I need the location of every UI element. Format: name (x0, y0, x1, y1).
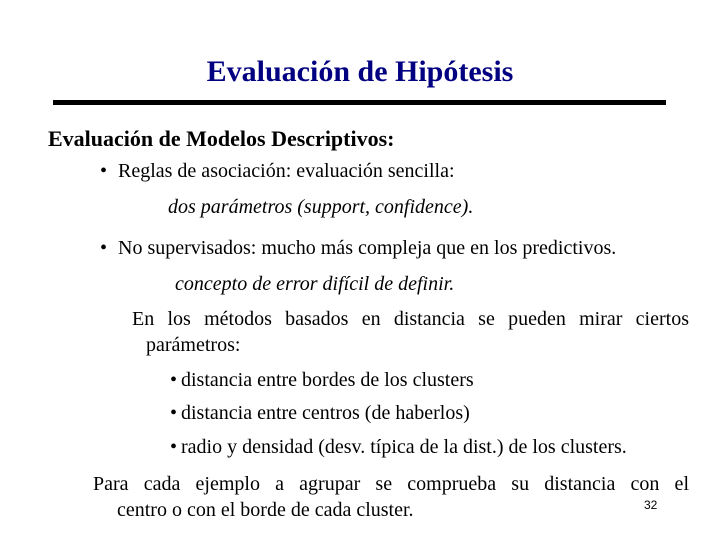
bullet-icon: • (170, 369, 178, 391)
title-divider (53, 100, 666, 105)
bullet-icon: • (170, 402, 178, 424)
page-number: 32 (644, 498, 658, 512)
bullet-icon: • (100, 237, 108, 259)
slide-title: Evaluación de Hipótesis (206, 55, 514, 88)
section-heading: Evaluación de Modelos Descriptivos: (48, 126, 395, 151)
sub-item-text: distancia entre bordes de los clusters (181, 369, 474, 391)
bullet-icon: • (170, 436, 178, 458)
bullet-item-unsupervised (100, 235, 616, 261)
bullet-detail-association-rules: dos parámetros (support, confidence). (168, 196, 474, 218)
sub-item-center-distance (170, 400, 470, 426)
closing-paragraph (93, 471, 689, 523)
bullet-icon: • (100, 160, 108, 182)
bullet-item-association-rules (100, 158, 455, 184)
sub-item-radius-density (170, 434, 627, 460)
paragraph-line-2: centro o con el borde de cada cluster. (117, 499, 414, 521)
bullet-text: Reglas de asociación: evaluación sencilla: (118, 160, 455, 182)
distance-methods-paragraph (132, 306, 689, 358)
paragraph-line-2: parámetros: (146, 334, 241, 356)
bullet-detail-unsupervised: concepto de error difícil de definir. (175, 273, 455, 295)
paragraph-line-1: En los métodos basados en distancia se pueden mirar ciertos (132, 308, 689, 330)
sub-item-border-distance (170, 367, 474, 393)
paragraph-line-1: Para cada ejemplo a agrupar se comprueba su distancia con el (93, 473, 689, 495)
sub-item-text: radio y densidad (desv. típica de la dist.) de los clusters. (181, 436, 627, 458)
sub-item-text: distancia entre centros (de haberlos) (181, 402, 470, 424)
bullet-text: No supervisados: mucho más compleja que en los predictivos. (118, 237, 617, 259)
